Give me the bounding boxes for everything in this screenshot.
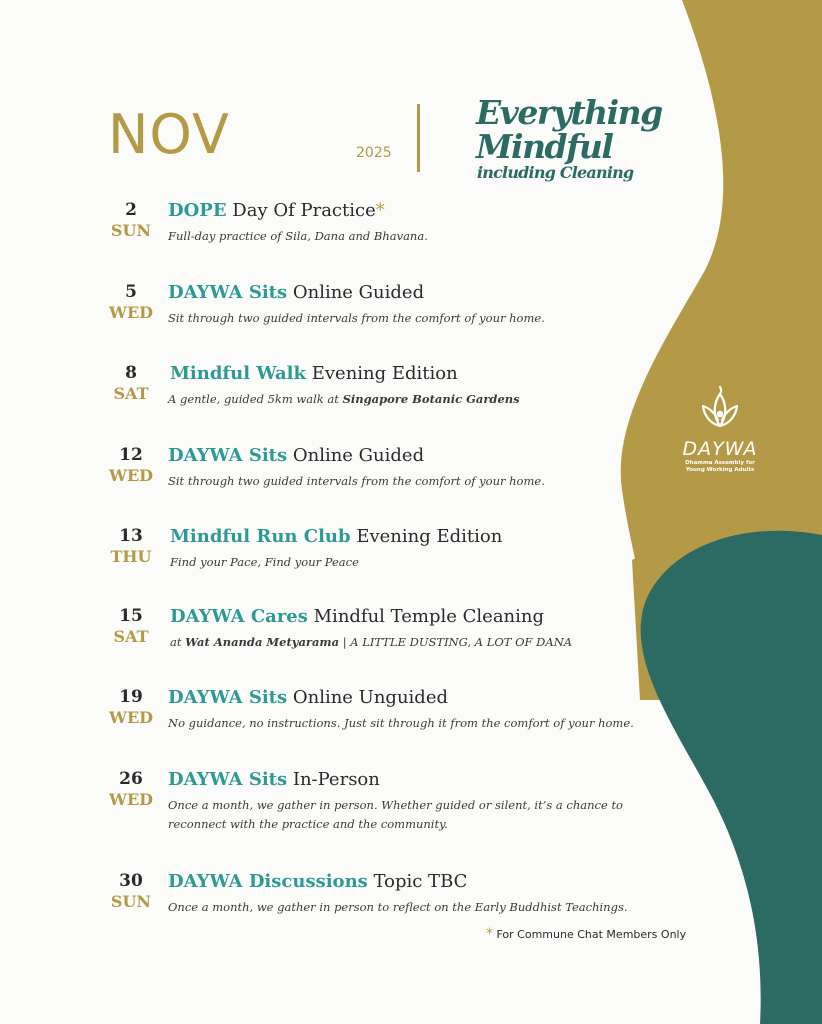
event-subtitle: In-Person <box>292 769 380 790</box>
event-subtitle: Mindful Temple Cleaning <box>313 606 545 627</box>
event-brand: DAYWA Sits <box>168 769 288 790</box>
event-weekday: WED <box>108 466 154 485</box>
event-day: 5 <box>125 282 137 302</box>
event-date <box>100 445 162 486</box>
logo-wordmark: DAYWA <box>682 438 758 460</box>
tagline-line1: Everything <box>476 93 662 132</box>
event-date <box>100 606 162 647</box>
footnote <box>486 926 686 942</box>
event-subtitle: Online Guided <box>292 445 425 466</box>
members-only-star: * <box>375 200 385 221</box>
event-day: 15 <box>119 606 143 626</box>
event-brand: DAYWA Sits <box>168 282 288 303</box>
year-label: 2025 <box>356 145 392 161</box>
event-description: Find your Pace, Find your Peace <box>170 555 359 569</box>
event-weekday: WED <box>108 790 154 809</box>
event-brand: DAYWA Sits <box>168 687 288 708</box>
logo-subtitle-line2: Young Working Adults <box>685 467 755 473</box>
event-location: Wat Ananda Metyarama <box>185 635 340 649</box>
event-weekday: SAT <box>113 627 149 646</box>
event-description <box>170 633 650 652</box>
event-title <box>168 687 448 709</box>
event-brand: DAYWA Sits <box>168 445 288 466</box>
event-title <box>168 445 424 467</box>
event-weekday: SAT <box>113 384 149 403</box>
event-subtitle: Evening Edition <box>356 526 503 547</box>
logo-subtitle-line1: Dhamma Assembly for <box>685 460 755 466</box>
event-description: Sit through two guided intervals from the comfort of your home. <box>168 474 545 488</box>
event-brand: Mindful Walk <box>170 363 306 384</box>
event-subtitle: Online Unguided <box>292 687 449 708</box>
lotus-icon <box>695 386 745 438</box>
event-subtitle: Topic TBC <box>373 871 468 892</box>
event-date <box>100 282 162 323</box>
event-location: Singapore Botanic Gardens <box>342 392 520 406</box>
event-description-text: at <box>170 635 182 649</box>
event-description-text: | A LITTLE DUSTING, A LOT OF DANA <box>342 635 573 649</box>
event-title <box>170 363 458 385</box>
event-title <box>170 526 502 548</box>
event-brand: Mindful Run Club <box>170 526 351 547</box>
event-date <box>100 363 162 404</box>
event-date <box>100 769 162 810</box>
event-day: 13 <box>119 526 143 546</box>
footnote-star: * <box>486 926 493 942</box>
event-day: 8 <box>125 363 137 383</box>
month-label: NOV <box>108 103 230 166</box>
event-brand: DOPE <box>168 200 227 221</box>
tagline-line3: including Cleaning <box>477 163 634 182</box>
event-date <box>100 200 162 241</box>
event-description: No guidance, no instructions. Just sit through it from the comfort of your home. <box>168 716 634 730</box>
event-subtitle: Day Of Practice <box>232 200 376 221</box>
event-description-text: A gentle, guided 5km walk at <box>168 392 339 406</box>
event-title <box>170 606 544 628</box>
event-title <box>168 200 385 222</box>
event-date <box>100 526 162 567</box>
event-description: Once a month, we gather in person to reflect on the Early Buddhist Teachings. <box>168 900 628 914</box>
event-date <box>100 871 162 912</box>
event-description: Full-day practice of Sila, Dana and Bhavana. <box>168 229 428 243</box>
tagline-line2: Mindful <box>476 127 613 166</box>
event-day: 19 <box>119 687 143 707</box>
event-day: 26 <box>119 769 143 789</box>
event-weekday: SUN <box>110 221 152 240</box>
event-title <box>168 769 380 791</box>
event-description: Sit through two guided intervals from the comfort of your home. <box>168 311 545 325</box>
event-date <box>100 687 162 728</box>
event-subtitle: Evening Edition <box>311 363 458 384</box>
event-day: 12 <box>119 445 143 465</box>
event-weekday: WED <box>108 708 154 727</box>
event-description <box>168 390 648 409</box>
event-description: Once a month, we gather in person. Whether guided or silent, it’s a chance to reconnect with the practice and the community. <box>168 798 623 831</box>
daywa-logo <box>670 386 770 474</box>
event-day: 30 <box>119 871 143 891</box>
event-day: 2 <box>125 200 137 220</box>
event-subtitle: Online Guided <box>292 282 425 303</box>
event-weekday: THU <box>110 547 152 566</box>
event-title <box>168 871 467 893</box>
event-brand: DAYWA Discussions <box>168 871 368 892</box>
footnote-text: For Commune Chat Members Only <box>496 928 687 941</box>
event-brand: DAYWA Cares <box>170 606 308 627</box>
event-weekday: SUN <box>110 892 152 911</box>
event-title <box>168 282 424 304</box>
event-weekday: WED <box>108 303 154 322</box>
